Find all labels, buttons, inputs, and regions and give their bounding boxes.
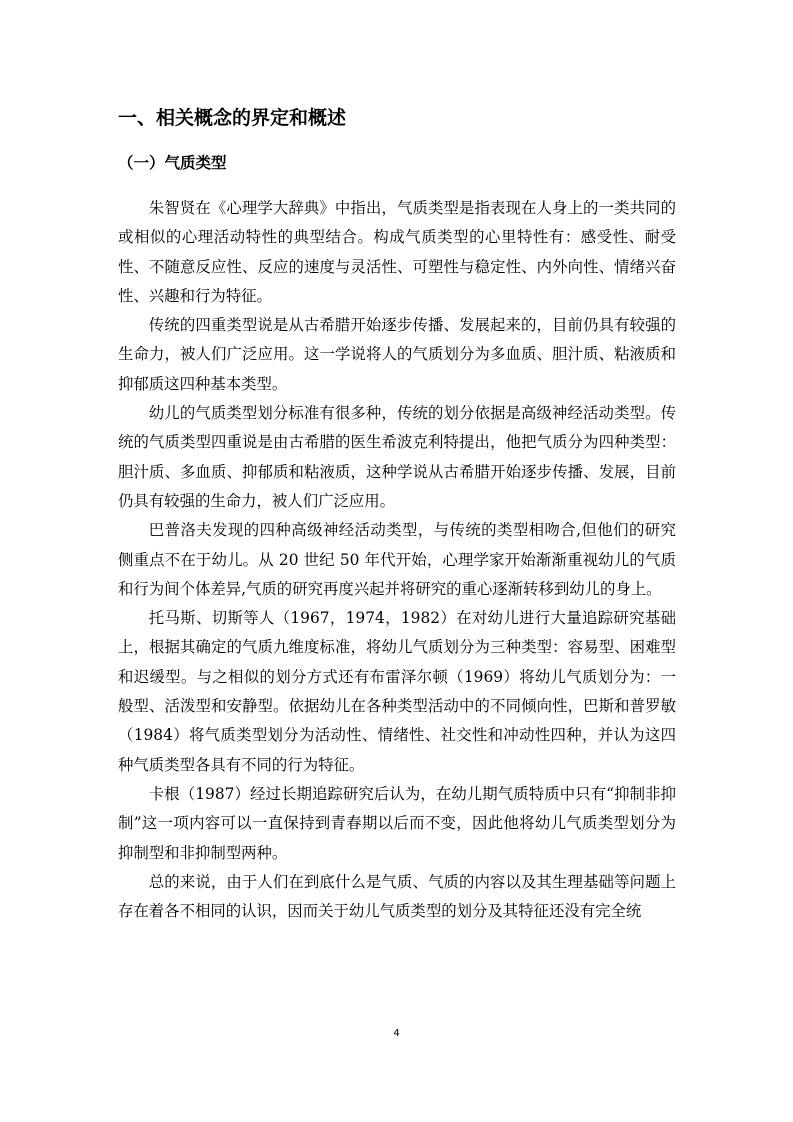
paragraph: 巴普洛夫发现的四种高级神经活动类型，与传统的类型相吻合,但他们的研究侧重点不在于幼儿。从 20 世纪 50 年代开始，心理学家开始渐渐重视幼儿的气质和行为间个体差异,气质的研究再度兴起并将研究的重心逐渐转移到幼儿的身上。 (118, 521, 676, 598)
paragraph: 托马斯、切斯等人（1967，1974，1982）在对幼儿进行大量追踪研究基础上，根据其确定的气质九维度标准，将幼儿气质划分为三种类型：容易型、困难型和迟缓型。与之相似的划分方式还有布雷泽尔顿（1969）将幼儿气质划分为：一般型、活泼型和安静型。依据幼儿在各种类型活动中的不同倾向性，巴斯和普罗敏（1984）将气质类型划分为活动性、情绪性、社交性和冲动性四种，并认为这四种气质类型各具有不同的行为特征。 (118, 609, 676, 774)
paragraph: 卡根（1987）经过长期追踪研究后认为，在幼儿期气质特质中只有“抑制非抑制”这一项内容可以一直保持到青春期以后而不变，因此他将幼儿气质类型划分为抑制型和非抑制型两种。 (118, 784, 676, 862)
body-text (118, 194, 676, 926)
paragraph: 总的来说，由于人们在到底什么是气质、气质的内容以及其生理基础等问题上存在着各不相同的认识，因而关于幼儿气质类型的划分及其特征还没有完全统 (118, 872, 676, 921)
paragraph: 朱智贤在《心理学大辞典》中指出，气质类型是指表现在人身上的一类共同的或相似的心理活动特性的典型结合。构成气质类型的心里特性有：感受性、耐受性、不随意反应性、反应的速度与灵活性、可塑性与稳定性、内外向性、情绪兴奋性、兴趣和行为特征。 (118, 199, 676, 305)
section-heading: 一、相关概念的界定和概述 (118, 107, 347, 129)
paragraph: 传统的四重类型说是从古希腊开始逐步传播、发展起来的，目前仍具有较强的生命力，被人们广泛应用。这一学说将人的气质划分为多血质、胆汁质、粘液质和抑郁质这四种基本类型。 (118, 316, 676, 393)
page-number: 4 (393, 1028, 400, 1039)
subsection-heading: （一）气质类型 (118, 154, 227, 172)
paragraph: 幼儿的气质类型划分标准有很多种，传统的划分依据是高级神经活动类型。传统的气质类型四重说是由古希腊的医生希波克利特提出，他把气质分为四种类型：胆汁质、多血质、抑郁质和粘液质，这种学说从古希腊开始逐步传播、发展，目前仍具有较强的生命力，被人们广泛应用。 (118, 404, 676, 510)
